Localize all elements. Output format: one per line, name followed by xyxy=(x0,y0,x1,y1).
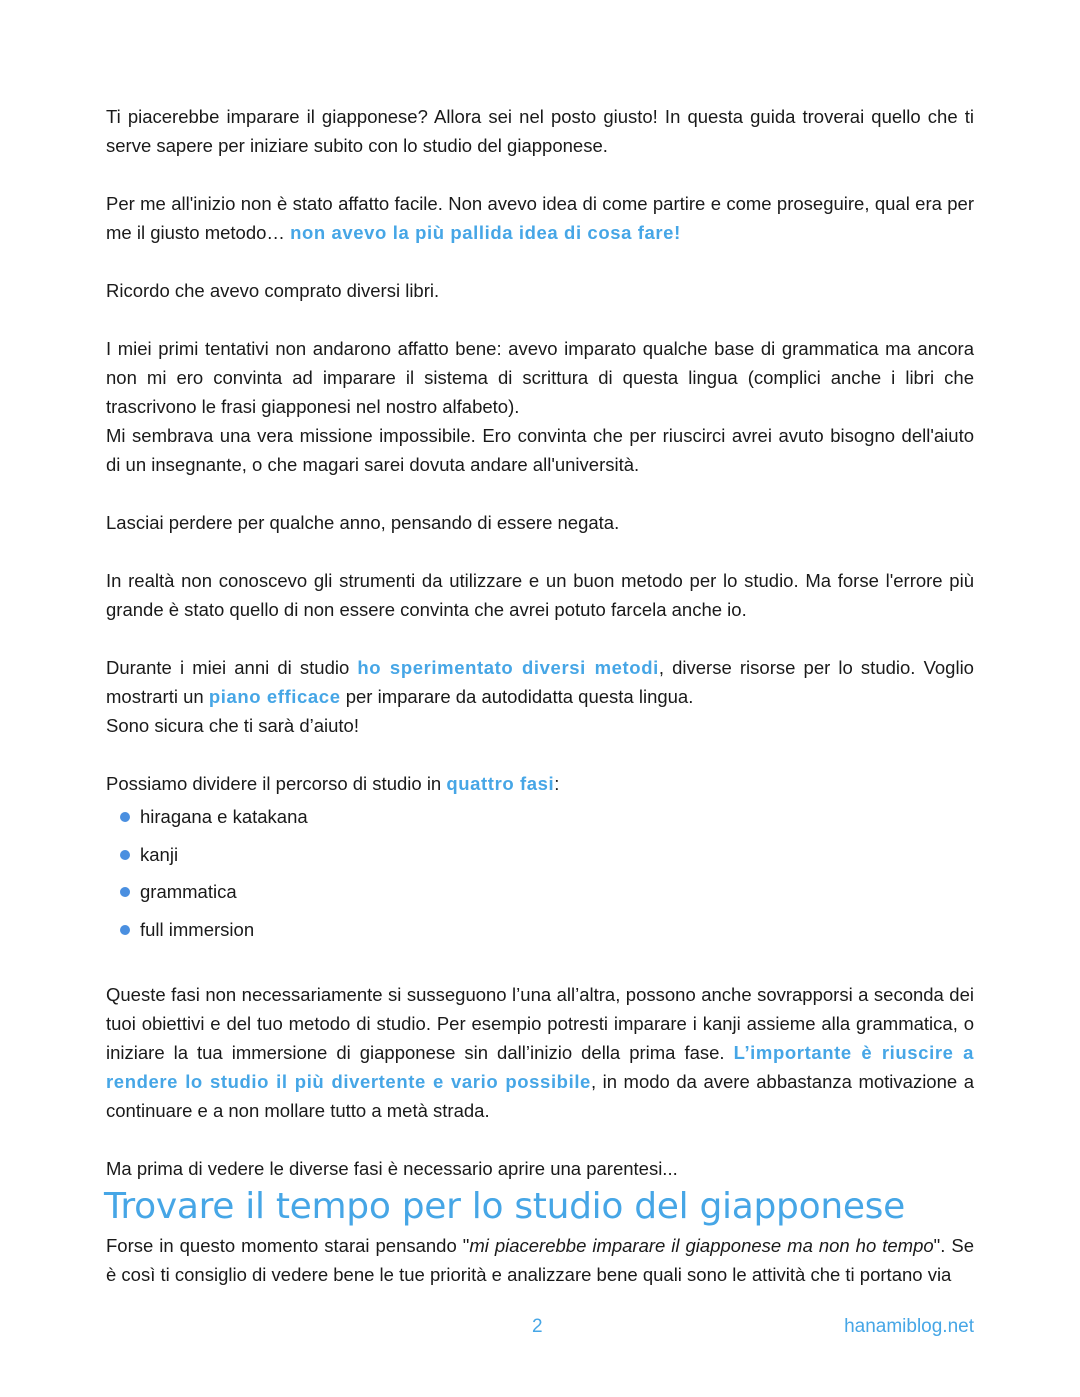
footer-site-link[interactable]: hanamiblog.net xyxy=(844,1316,974,1337)
paragraph-books: Ricordo che avevo comprato diversi libri. xyxy=(106,280,440,301)
bullet-icon xyxy=(120,850,130,860)
phase-label: hiragana e katakana xyxy=(140,806,308,827)
section-heading: Trovare il tempo per lo studio del giapponese xyxy=(104,1186,905,1227)
paragraph-first-attempts: I miei primi tentativi non andarono affatto bene: avevo imparato qualche base di grammatica ma ancora non mi ero convinta ad imparare il sistema di scrittura di questa lingua (complici anche i libri che trascrivono le frasi giapponesi nel nostro alfabeto). xyxy=(106,338,974,417)
phase-label: full immersion xyxy=(140,918,255,940)
paragraph-time xyxy=(106,1231,974,1289)
bullet-icon xyxy=(120,925,130,935)
page-number: 2 xyxy=(532,1316,543,1337)
paragraph-time-text-a: Forse in questo momento starai pensando " xyxy=(106,1235,470,1256)
document-body xyxy=(106,102,974,1289)
paragraph-parenthesis: Ma prima di vedere le diverse fasi è necessario aprire una parentesi... xyxy=(106,1158,678,1179)
paragraph-gave-up: Lasciai perdere per qualche anno, pensando di essere negata. xyxy=(106,512,620,533)
phases-list xyxy=(106,802,974,952)
paragraph-difficulty xyxy=(106,189,974,247)
paragraph-helpful: Sono sicura che ti sarà d’aiuto! xyxy=(106,715,359,736)
paragraph-time-text-b: ". Se è così ti consiglio di vedere bene le tue priorità e analizzare bene quali sono le attività che ti portano via xyxy=(106,1235,974,1285)
paragraph-intro: Ti piacerebbe imparare il giapponese? Allora sei nel posto giusto! In questa guida troverai quello che ti serve sapere per iniziare subito con lo studio del giapponese. xyxy=(106,106,974,156)
highlight-four-phases: quattro fasi xyxy=(446,773,555,794)
paragraph-time-quote: mi piacerebbe imparare il giapponese ma non ho tempo xyxy=(469,1235,934,1256)
highlight-fun-study: L’importante è riuscire a rendere lo studio il più divertente e vario possibile xyxy=(106,1042,974,1092)
list-item xyxy=(106,915,974,953)
paragraph-impossible-mission: Mi sembrava una vera missione impossibile. Ero convinta che per riuscirci avrei avuto bisogno dell'aiuto di un insegnante, o che magari sarei dovuta andare all'università. xyxy=(106,425,974,475)
paragraph-methods-text-a: Durante i miei anni di studio xyxy=(106,657,358,678)
paragraph-phases-text-a: Possiamo dividere il percorso di studio in xyxy=(106,773,447,794)
list-item xyxy=(106,877,974,915)
bullet-icon xyxy=(120,812,130,822)
highlight-plan: piano efficace xyxy=(208,686,341,707)
paragraph-phases-intro xyxy=(106,769,974,798)
paragraph-methods xyxy=(106,653,974,711)
paragraph-difficulty-text: Per me all'inizio non è stato affatto facile. Non avevo idea di come partire e come proseguire, qual era per me il giusto metodo… xyxy=(106,193,974,243)
paragraph-overlap-text-b: , in modo da avere abbastanza motivazione a continuare e a non mollare tutto a metà strada. xyxy=(106,1071,974,1121)
paragraph-methods-text-c: per imparare da autodidatta questa lingua. xyxy=(340,686,694,707)
highlight-no-idea: non avevo la più pallida idea di cosa fare! xyxy=(290,222,681,243)
paragraph-overlap-text-a: Queste fasi non necessariamente si susseguono l’una all’altra, possono anche sovrapporsi a seconda dei tuoi obiettivi e del tuo metodo di studio. Per esempio potresti imparare i kanji assieme alla grammatica, o iniziare la tua immersione di giapponese sin dall’inizio della prima fase. xyxy=(106,984,974,1063)
phase-label: kanji xyxy=(140,843,179,865)
paragraph-reality: In realtà non conoscevo gli strumenti da utilizzare e un buon metodo per lo studio. Ma forse l'errore più grande è stato quello di non essere convinta che avrei potuto farcela anche io. xyxy=(106,570,974,620)
paragraph-phases-overlap xyxy=(106,980,974,1125)
paragraph-methods-text-b: , diverse risorse per lo studio. Voglio mostrarti un xyxy=(106,657,974,707)
list-item xyxy=(106,802,974,840)
highlight-methods: ho sperimentato diversi metodi xyxy=(357,657,659,678)
bullet-icon xyxy=(120,887,130,897)
paragraph-phases-text-b: : xyxy=(554,773,560,794)
phase-label: grammatica xyxy=(140,881,237,902)
list-item xyxy=(106,840,974,878)
